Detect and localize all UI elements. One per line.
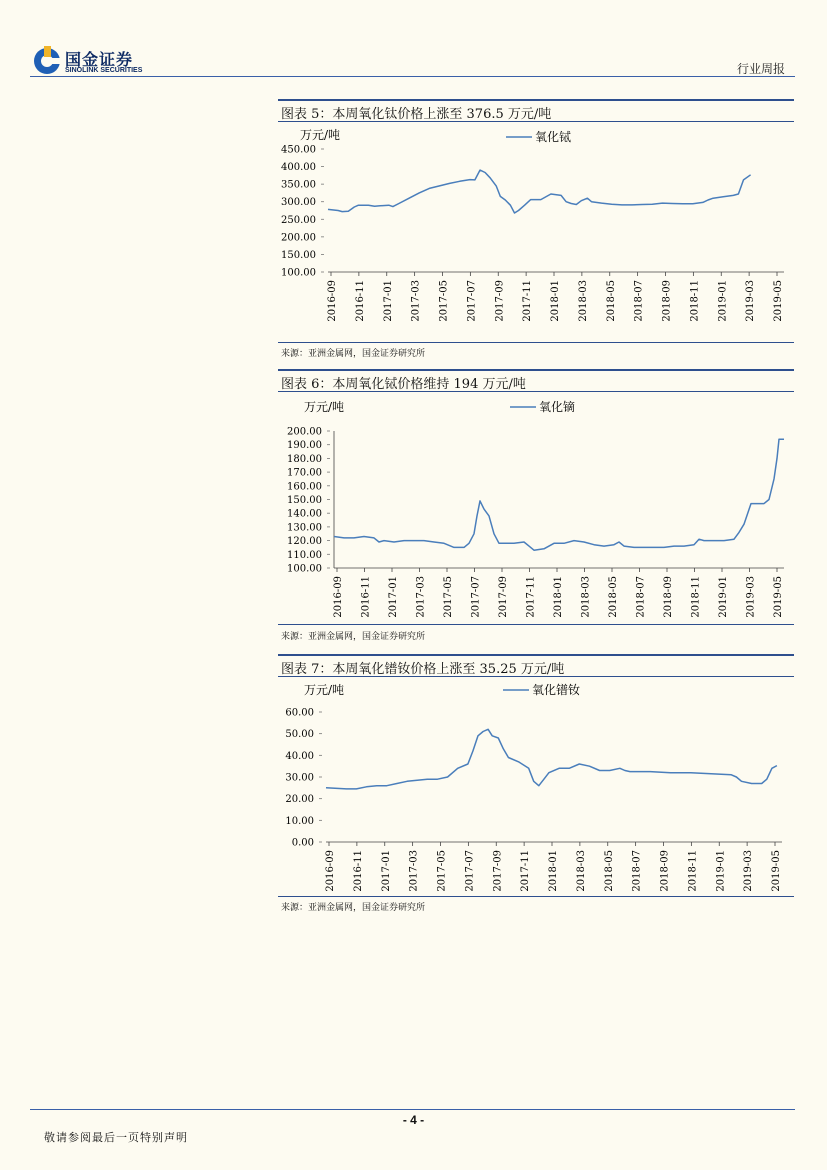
- x-tick-label: 2018-05: [608, 576, 619, 618]
- figure-7-title: 图表 7：本周氧化镨钕价格上涨至 35.25 万元/吨: [281, 662, 565, 677]
- y-axis-label: 万元/吨: [304, 400, 345, 414]
- x-tick-label: 2016-11: [354, 280, 366, 322]
- x-tick-label: 2018-01: [548, 850, 559, 892]
- y-tick-label: 100.00: [287, 563, 322, 575]
- y-tick-label: 170.00: [287, 467, 322, 479]
- x-tick-label: 2018-05: [605, 280, 617, 322]
- figure-7-title-rule: [278, 676, 794, 677]
- x-tick-label: 2017-05: [438, 280, 450, 322]
- company-name-en: SINOLINK SECURITIES: [65, 67, 143, 74]
- x-tick-label: 2017-09: [492, 850, 504, 892]
- x-tick-label: 2019-03: [745, 576, 757, 618]
- x-tick-label: 2018-11: [689, 280, 701, 322]
- y-tick-label: 120.00: [287, 536, 322, 548]
- y-tick-label: 140.00: [287, 508, 322, 520]
- y-axis-label: 万元/吨: [304, 683, 345, 697]
- header-divider: [30, 76, 795, 77]
- x-tick-label: 2017-03: [415, 576, 427, 618]
- x-tick-label: 2017-11: [520, 850, 532, 892]
- x-tick-label: 2017-07: [466, 280, 478, 322]
- x-tick-label: 2017-05: [436, 850, 448, 892]
- legend-label: 氧化镨钕: [532, 683, 581, 697]
- y-tick-label: 250.00: [281, 214, 316, 226]
- y-tick-label: 60.00: [285, 707, 314, 719]
- x-tick-label: 2016-09: [325, 850, 336, 892]
- y-tick-label: 30.00: [285, 772, 314, 784]
- figure-6-chart: [278, 393, 794, 623]
- x-tick-label: 2017-07: [470, 576, 482, 618]
- figure-5-bottom-rule: [278, 342, 794, 343]
- series-line: [326, 729, 777, 789]
- figure-5-top-rule: [278, 99, 794, 101]
- x-tick-label: 2016-09: [333, 576, 344, 618]
- x-tick-label: 2018-03: [577, 280, 589, 322]
- x-tick-label: 2017-01: [382, 280, 394, 322]
- y-tick-label: 160.00: [287, 481, 322, 493]
- x-tick-label: 2016-09: [327, 280, 338, 322]
- x-tick-label: 2018-03: [580, 576, 592, 618]
- x-tick-label: 2017-01: [380, 850, 392, 892]
- x-tick-label: 2018-09: [661, 280, 673, 322]
- y-tick-label: 200.00: [287, 426, 322, 438]
- x-tick-label: 2017-11: [525, 576, 537, 618]
- y-tick-label: 400.00: [281, 162, 316, 174]
- x-tick-label: 2018-11: [687, 850, 699, 892]
- x-tick-label: 2017-11: [522, 280, 534, 322]
- logo-mark-icon: [30, 44, 64, 78]
- y-tick-label: 40.00: [285, 750, 314, 762]
- x-tick-label: 2019-01: [717, 280, 729, 322]
- y-tick-label: 350.00: [281, 179, 316, 191]
- legend-label: 氧化铽: [535, 130, 572, 144]
- x-tick-label: 2018-11: [690, 576, 702, 618]
- x-tick-label: 2019-03: [745, 280, 757, 322]
- x-tick-label: 2018-05: [603, 850, 615, 892]
- y-tick-label: 150.00: [287, 495, 322, 506]
- x-tick-label: 2018-03: [575, 850, 587, 892]
- x-tick-label: 2017-09: [498, 576, 509, 618]
- x-tick-label: 2019-05: [771, 850, 782, 892]
- company-name-cn: 国金证券: [65, 50, 134, 69]
- y-tick-label: 180.00: [287, 453, 322, 465]
- y-tick-label: 130.00: [287, 522, 322, 534]
- legend-label: 氧化镝: [539, 400, 576, 414]
- y-tick-label: 100.00: [281, 267, 316, 279]
- figure-5-chart: [278, 123, 794, 341]
- y-tick-label: 0.00: [291, 837, 314, 849]
- x-tick-label: 2019-03: [743, 850, 755, 892]
- series-line: [328, 170, 751, 213]
- x-tick-label: 2017-03: [410, 280, 422, 322]
- page-number: - 4 -: [402, 1113, 425, 1127]
- y-tick-label: 300.00: [281, 197, 316, 209]
- x-tick-label: 2018-07: [635, 576, 647, 618]
- figure-7-source: 来源：亚洲金属网，国金证券研究所: [281, 903, 426, 913]
- x-tick-label: 2017-01: [388, 576, 399, 618]
- x-tick-label: 2017-05: [443, 576, 454, 618]
- x-tick-label: 2017-03: [408, 850, 420, 892]
- y-axis-label: 万元/吨: [300, 128, 341, 142]
- x-tick-label: 2019-01: [718, 576, 729, 618]
- figure-7-bottom-rule: [278, 896, 794, 897]
- x-tick-label: 2017-09: [494, 280, 506, 322]
- report-type: 行业周报: [736, 62, 785, 76]
- figure-5-source: 来源：亚洲金属网，国金证券研究所: [281, 349, 426, 359]
- x-tick-label: 2018-07: [633, 280, 645, 322]
- x-tick-label: 2016-11: [352, 850, 364, 892]
- figure-6-top-rule: [278, 369, 794, 371]
- figure-5-title: 图表 5：本周氧化钛价格上涨至 376.5 万元/吨: [281, 107, 552, 122]
- x-tick-label: 2016-11: [360, 576, 372, 618]
- figure-6-source: 来源：亚洲金属网，国金证券研究所: [281, 632, 426, 642]
- figure-7-top-rule: [278, 654, 794, 656]
- footer-divider: [30, 1109, 795, 1110]
- x-tick-label: 2018-01: [553, 576, 564, 618]
- figure-7-chart: [278, 678, 794, 894]
- x-tick-label: 2017-07: [464, 850, 476, 892]
- y-tick-label: 150.00: [281, 249, 316, 261]
- series-line: [334, 439, 784, 550]
- figure-6-bottom-rule: [278, 624, 794, 625]
- x-tick-label: 2018-09: [659, 850, 671, 892]
- figure-5-title-rule: [278, 121, 794, 122]
- x-tick-label: 2019-05: [773, 576, 784, 618]
- x-tick-label: 2019-01: [715, 850, 727, 892]
- x-tick-label: 2019-05: [773, 280, 784, 322]
- y-tick-label: 190.00: [287, 440, 322, 452]
- disclaimer: 敬请参阅最后一页特别声明: [44, 1131, 188, 1144]
- x-tick-label: 2018-07: [631, 850, 643, 892]
- x-tick-label: 2018-01: [550, 280, 561, 322]
- y-tick-label: 200.00: [281, 232, 316, 244]
- y-tick-label: 10.00: [285, 815, 314, 827]
- figure-6-title-rule: [278, 391, 794, 392]
- x-tick-label: 2018-09: [663, 576, 674, 618]
- y-tick-label: 450.00: [281, 144, 316, 156]
- figure-6-title: 图表 6：本周氧化铽价格维持 194 万元/吨: [281, 377, 526, 392]
- y-tick-label: 50.00: [285, 729, 314, 741]
- y-tick-label: 110.00: [287, 549, 322, 561]
- y-tick-label: 20.00: [285, 794, 314, 806]
